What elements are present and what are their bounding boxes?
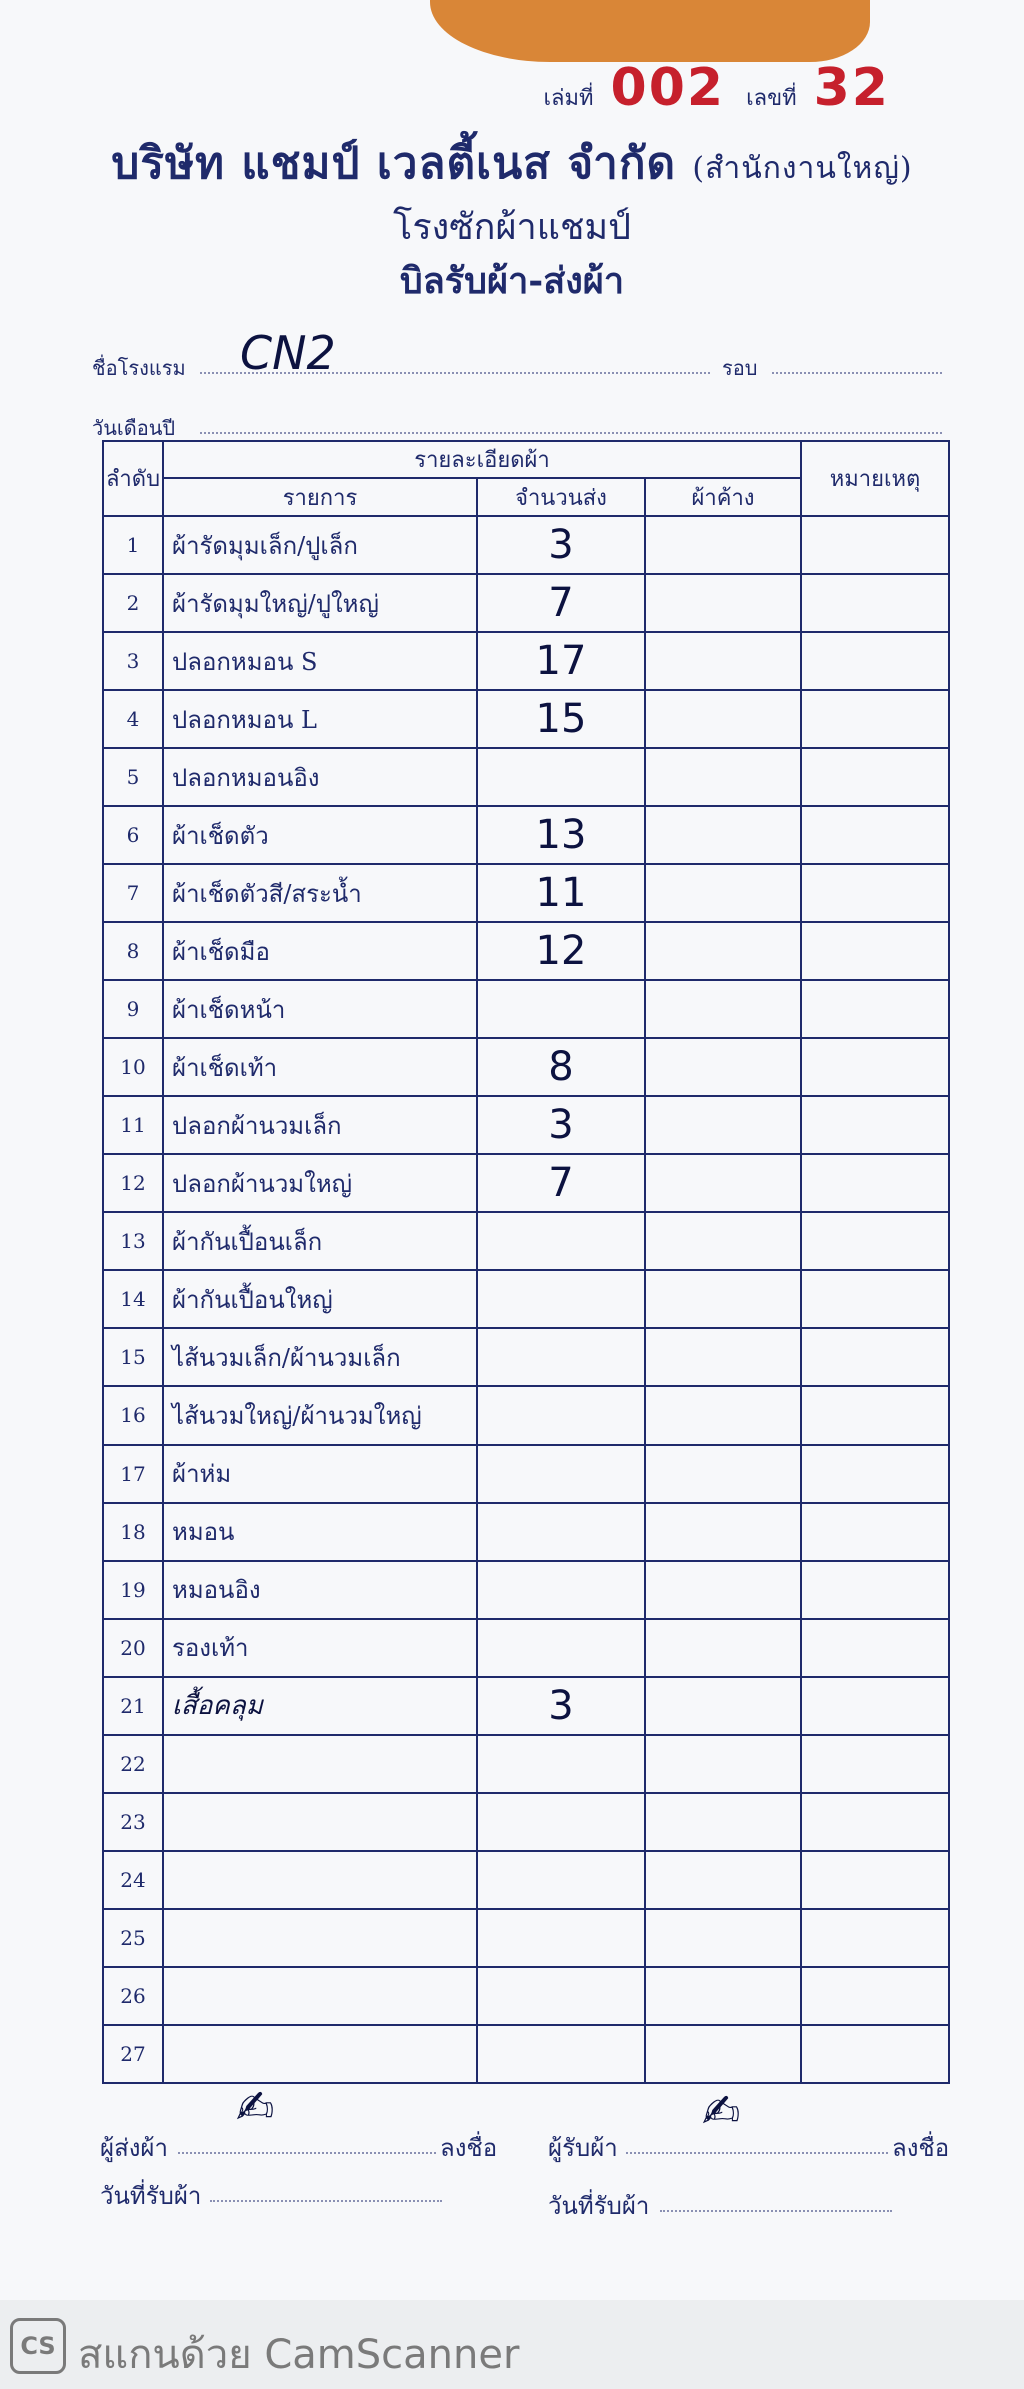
laundry-table <box>102 440 950 2084</box>
camscanner-logo-icon: CS <box>10 2318 66 2374</box>
table-row <box>103 1851 949 1909</box>
row-remarks <box>801 1909 949 1967</box>
row-sent-qty <box>477 1561 645 1619</box>
company-title: บริษัท แชมป์ เวลตี้เนส จำกัด <box>111 138 677 189</box>
row-number: 14 <box>103 1270 163 1328</box>
row-number: 11 <box>103 1096 163 1154</box>
row-remarks <box>801 864 949 922</box>
row-sent-qty <box>477 1619 645 1677</box>
col-header-item: รายการ <box>163 478 477 516</box>
row-item: ปลอกหมอน S <box>163 632 477 690</box>
row-number: 10 <box>103 1038 163 1096</box>
round-line <box>772 372 942 374</box>
row-sent-qty <box>477 1270 645 1328</box>
table-row <box>103 2025 949 2083</box>
row-item <box>163 1851 477 1909</box>
receiver-line <box>626 2152 888 2154</box>
row-remarks <box>801 1328 949 1386</box>
row-remarks <box>801 1967 949 2025</box>
table-row <box>103 1561 949 1619</box>
row-number: 27 <box>103 2025 163 2083</box>
row-pending <box>645 748 801 806</box>
row-remarks <box>801 748 949 806</box>
row-number: 23 <box>103 1793 163 1851</box>
row-remarks <box>801 1561 949 1619</box>
table-row <box>103 980 949 1038</box>
row-item: ผ้ารัดมุมใหญ่/ปูใหญ่ <box>163 574 477 632</box>
row-pending <box>645 632 801 690</box>
book-label: เล่มที่ <box>543 86 594 111</box>
receiver-signature: ✍ <box>702 2084 741 2138</box>
row-item: ผ้ารัดมุมเล็ก/ปูเล็ก <box>163 516 477 574</box>
row-pending <box>645 1851 801 1909</box>
row-number: 2 <box>103 574 163 632</box>
row-number: 21 <box>103 1677 163 1735</box>
row-item: ปลอกหมอนอิง <box>163 748 477 806</box>
table-row <box>103 1096 949 1154</box>
row-pending <box>645 1619 801 1677</box>
book-number: 002 <box>610 58 726 118</box>
row-pending <box>645 922 801 980</box>
torn-paper-edge <box>430 0 870 62</box>
row-number: 9 <box>103 980 163 1038</box>
company-name <box>0 128 1024 198</box>
receiver-label: ผู้รับผ้า <box>548 2134 618 2162</box>
table-row <box>103 1212 949 1270</box>
col-header-pending: ผ้าค้าง <box>645 478 801 516</box>
row-sent-qty: 3 <box>477 516 645 574</box>
row-item: ผ้ากันเปื้อนเล็ก <box>163 1212 477 1270</box>
row-number: 7 <box>103 864 163 922</box>
table-row <box>103 1735 949 1793</box>
table-row <box>103 922 949 980</box>
row-item: หมอน <box>163 1503 477 1561</box>
factory-name: โรงซักผ้าแชมป์ <box>392 207 631 248</box>
bill-number: 32 <box>813 58 890 118</box>
receiver-date-label: วันที่รับผ้า <box>548 2192 650 2220</box>
row-sent-qty <box>477 1503 645 1561</box>
row-remarks <box>801 806 949 864</box>
hotel-label: ชื่อโรงแรม <box>92 356 186 380</box>
row-remarks <box>801 2025 949 2083</box>
row-item: ผ้าเช็ดมือ <box>163 922 477 980</box>
row-sent-qty <box>477 1212 645 1270</box>
row-sent-qty <box>477 1793 645 1851</box>
row-pending <box>645 1793 801 1851</box>
row-pending <box>645 1212 801 1270</box>
table-row <box>103 690 949 748</box>
row-number: 24 <box>103 1851 163 1909</box>
table-row <box>103 1909 949 1967</box>
row-remarks <box>801 516 949 574</box>
row-item <box>163 1967 477 2025</box>
row-remarks <box>801 1386 949 1444</box>
row-pending <box>645 1445 801 1503</box>
row-remarks <box>801 1793 949 1851</box>
row-number: 26 <box>103 1967 163 2025</box>
row-remarks <box>801 1619 949 1677</box>
row-sent-qty: 8 <box>477 1038 645 1096</box>
row-sent-qty: 3 <box>477 1677 645 1735</box>
row-item: ปลอกผ้านวมใหญ่ <box>163 1154 477 1212</box>
sender-date-label: วันที่รับผ้า <box>100 2182 202 2210</box>
table-row <box>103 1445 949 1503</box>
row-remarks <box>801 1735 949 1793</box>
receiver-sign-label: ลงชื่อ <box>892 2134 950 2162</box>
receiver-date-line <box>660 2210 892 2212</box>
row-remarks <box>801 1677 949 1735</box>
row-remarks <box>801 1270 949 1328</box>
row-number: 18 <box>103 1503 163 1561</box>
row-remarks <box>801 1503 949 1561</box>
row-item: เสื้อคลุม <box>163 1677 477 1735</box>
row-number: 3 <box>103 632 163 690</box>
row-remarks <box>801 1096 949 1154</box>
row-pending <box>645 1096 801 1154</box>
row-pending <box>645 1735 801 1793</box>
table-row <box>103 1154 949 1212</box>
row-sent-qty <box>477 980 645 1038</box>
row-remarks <box>801 632 949 690</box>
row-number: 17 <box>103 1445 163 1503</box>
row-item: ผ้าเช็ดเท้า <box>163 1038 477 1096</box>
camscanner-watermark: สแกนด้วย CamScanner <box>78 2332 520 2378</box>
table-row <box>103 1270 949 1328</box>
bill-number-line <box>544 58 904 118</box>
row-pending <box>645 1038 801 1096</box>
row-item: ผ้าเช็ดหน้า <box>163 980 477 1038</box>
table-body <box>103 516 949 2083</box>
row-item: ไส้นวมใหญ่/ผ้านวมใหญ่ <box>163 1386 477 1444</box>
row-item: ผ้าห่ม <box>163 1445 477 1503</box>
row-item: รองเท้า <box>163 1619 477 1677</box>
row-sent-qty <box>477 748 645 806</box>
row-pending <box>645 1386 801 1444</box>
row-pending <box>645 864 801 922</box>
col-header-sent: จำนวนส่ง <box>477 478 645 516</box>
row-item: ผ้ากันเปื้อนใหญ่ <box>163 1270 477 1328</box>
row-remarks <box>801 1445 949 1503</box>
row-number: 6 <box>103 806 163 864</box>
table-row <box>103 1038 949 1096</box>
row-item: ผ้าเช็ดตัวสี/สระน้ำ <box>163 864 477 922</box>
row-pending <box>645 980 801 1038</box>
row-item: ผ้าเช็ดตัว <box>163 806 477 864</box>
row-pending <box>645 574 801 632</box>
table-row <box>103 1386 949 1444</box>
row-remarks <box>801 1851 949 1909</box>
row-pending <box>645 1503 801 1561</box>
row-pending <box>645 516 801 574</box>
row-remarks <box>801 1154 949 1212</box>
row-remarks <box>801 1212 949 1270</box>
row-number: 16 <box>103 1386 163 1444</box>
row-pending <box>645 1328 801 1386</box>
row-number: 22 <box>103 1735 163 1793</box>
row-pending <box>645 1561 801 1619</box>
row-item <box>163 1735 477 1793</box>
table-row <box>103 864 949 922</box>
row-sent-qty <box>477 2025 645 2083</box>
row-number: 15 <box>103 1328 163 1386</box>
table-row <box>103 806 949 864</box>
row-remarks <box>801 980 949 1038</box>
sender-sign-label: ลงชื่อ <box>440 2134 498 2162</box>
row-sent-qty <box>477 1735 645 1793</box>
row-number: 19 <box>103 1561 163 1619</box>
row-item: หมอนอิง <box>163 1561 477 1619</box>
row-sent-qty <box>477 1328 645 1386</box>
table-row <box>103 1793 949 1851</box>
row-pending <box>645 1154 801 1212</box>
col-header-details: รายละเอียดผ้า <box>163 441 801 478</box>
hotel-value: CN2 <box>240 326 336 380</box>
table-row <box>103 1503 949 1561</box>
row-sent-qty <box>477 1909 645 1967</box>
row-pending <box>645 1677 801 1735</box>
row-number: 13 <box>103 1212 163 1270</box>
bill-title: บิลรับผ้า-ส่งผ้า <box>399 260 625 302</box>
date-line <box>200 432 942 434</box>
row-sent-qty <box>477 1386 645 1444</box>
row-number: 8 <box>103 922 163 980</box>
row-item: ปลอกหมอน L <box>163 690 477 748</box>
row-pending <box>645 690 801 748</box>
row-sent-qty: 17 <box>477 632 645 690</box>
row-sent-qty: 11 <box>477 864 645 922</box>
company-branch: (สำนักงานใหญ่) <box>692 151 913 186</box>
row-sent-qty: 12 <box>477 922 645 980</box>
row-sent-qty: 7 <box>477 574 645 632</box>
row-pending <box>645 1909 801 1967</box>
row-pending <box>645 1967 801 2025</box>
round-label: รอบ <box>722 356 758 380</box>
row-item <box>163 1909 477 1967</box>
table-row <box>103 1328 949 1386</box>
table-row <box>103 632 949 690</box>
sender-label: ผู้ส่งผ้า <box>100 2134 168 2162</box>
row-remarks <box>801 922 949 980</box>
row-pending <box>645 806 801 864</box>
date-label: วันเดือนปี <box>92 416 176 440</box>
row-number: 12 <box>103 1154 163 1212</box>
row-sent-qty: 15 <box>477 690 645 748</box>
number-label: เลขที่ <box>746 86 797 111</box>
row-remarks <box>801 574 949 632</box>
table-row <box>103 1677 949 1735</box>
row-sent-qty <box>477 1851 645 1909</box>
col-header-remarks: หมายเหตุ <box>801 441 949 516</box>
row-number: 5 <box>103 748 163 806</box>
table-row <box>103 1967 949 2025</box>
col-header-no: ลำดับ <box>103 441 163 516</box>
row-sent-qty: 13 <box>477 806 645 864</box>
row-sent-qty <box>477 1445 645 1503</box>
row-item <box>163 2025 477 2083</box>
row-number: 20 <box>103 1619 163 1677</box>
table-row <box>103 574 949 632</box>
table-row <box>103 748 949 806</box>
row-remarks <box>801 690 949 748</box>
row-item: ไส้นวมเล็ก/ผ้านวมเล็ก <box>163 1328 477 1386</box>
row-remarks <box>801 1038 949 1096</box>
row-number: 4 <box>103 690 163 748</box>
sender-signature: ✍ <box>236 2080 275 2134</box>
row-number: 1 <box>103 516 163 574</box>
sender-date-line <box>210 2200 442 2202</box>
row-number: 25 <box>103 1909 163 1967</box>
row-pending <box>645 1270 801 1328</box>
table-row <box>103 1619 949 1677</box>
row-pending <box>645 2025 801 2083</box>
sender-line <box>178 2152 436 2154</box>
row-item <box>163 1793 477 1851</box>
row-sent-qty: 7 <box>477 1154 645 1212</box>
row-sent-qty <box>477 1967 645 2025</box>
row-sent-qty: 3 <box>477 1096 645 1154</box>
table-row <box>103 516 949 574</box>
row-item: ปลอกผ้านวมเล็ก <box>163 1096 477 1154</box>
